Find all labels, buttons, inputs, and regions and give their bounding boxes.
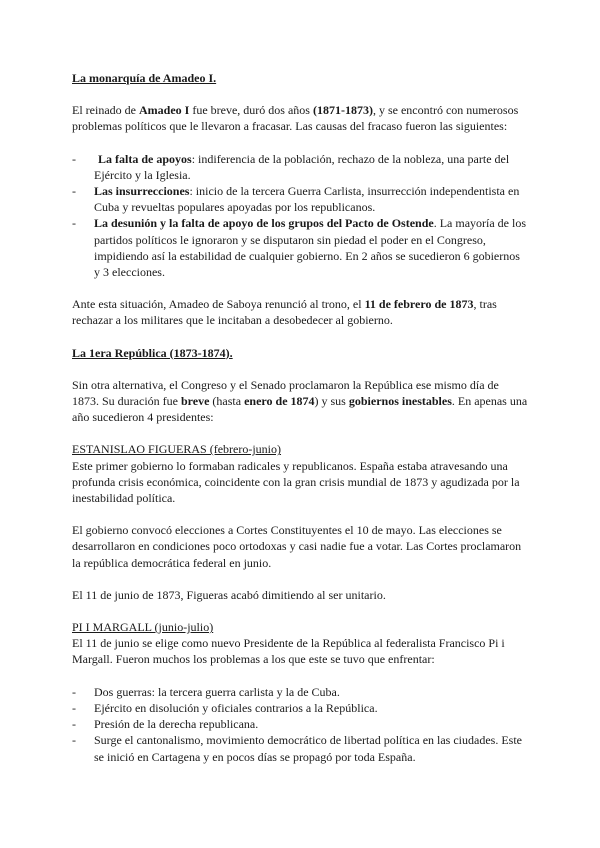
text-run: (hasta (209, 394, 245, 409)
paragraph-figueras-3: El 11 de junio de 1873, Figueras acabó dimitiendo al ser unitario. (72, 587, 386, 602)
text-run: ) y sus (314, 394, 349, 409)
text-run: : inicio de la tercera Guerra Carlista, insurrección independentista en Cuba y revueltas populares apoyadas por los republicanos. (94, 184, 520, 215)
paragraph-republica (72, 377, 528, 426)
bold-run: (1871-1873) (312, 103, 373, 118)
text-run: El reinado de (72, 103, 139, 118)
document-page (72, 70, 528, 765)
paragraph-renuncia (72, 296, 528, 328)
list-item: - Presión de la derecha republicana. (72, 716, 528, 732)
list-item: - Dos guerras: la tercera guerra carlista y la de Cuba. (72, 684, 528, 700)
bold-run: enero de 1874 (244, 394, 315, 409)
text-run: . En apenas una año sucedieron 4 presidentes: (72, 394, 528, 425)
text-run: fue breve, duró dos años (189, 103, 313, 118)
text-run: : indiferencia de la población, rechazo de la nobleza, una parte del Ejército y la Iglesia. (94, 151, 510, 182)
subheading-figueras: ESTANISLAO FIGUERAS (febrero-junio) (72, 442, 282, 457)
text-run: Sin otra alternativa, el Congreso y el Senado proclamaron la República ese mismo día de 1873. Su duración fue (72, 377, 499, 409)
section-title-republica: La 1era República (1873-1874). (72, 345, 233, 360)
list-item (72, 183, 528, 215)
text-run: Ante esta situación, Amadeo de Saboya renunció al trono, el (72, 297, 365, 312)
problems-list (72, 684, 528, 765)
bold-run: breve (180, 394, 210, 409)
paragraph-reinado (72, 102, 528, 134)
paragraph-figueras-1: Este primer gobierno lo formaban radicales y republicanos. España estaba atravesando una profunda crisis económica, coincidente con la gran crisis mundial de 1873 y agudizada por la inestabilidad política. (72, 458, 520, 506)
bold-run: gobiernos inestables (348, 394, 452, 409)
paragraph-margall-1: El 11 de junio se elige como nuevo Presidente de la República al federalista Francisco Pi i Margall. Fueron muchos los problemas a los que este se tuvo que enfrentar: (72, 636, 505, 667)
list-item: - Surge el cantonalismo, movimiento democrático de libertad política en las ciudades. Este se inició en Cartagena y en pocos días se propagó por toda España. (72, 732, 528, 764)
bold-run: La desunión y la falta de apoyo de los grupos del Pacto de Ostende (94, 216, 434, 231)
bold-run: Las insurrecciones (94, 184, 190, 199)
list-item: - Ejército en disolución y oficiales contrarios a la República. (72, 700, 528, 716)
list-item (72, 151, 528, 183)
text-run: , y se encontró con numerosos problemas políticos que le llevaron a fracasar. Las causas del fracaso fueron las siguientes: (72, 103, 519, 134)
text-run: , tras rechazar a los militares que le incitaban a desobedecer al gobierno. (72, 297, 497, 328)
bold-run: Amadeo I (138, 103, 190, 118)
paragraph-figueras-2: El gobierno convocó elecciones a Cortes Constituyentes el 10 de mayo. Las elecciones se desarrollaron en condiciones poco ortodoxas y casi nadie fue a votar. Las Cortes proclamaron la república democrática federal en junio. (72, 523, 522, 570)
section-title-monarquia: La monarquía de Amadeo I. (72, 71, 217, 85)
subheading-margall: PI I MARGALL (junio-julio) (72, 620, 214, 635)
causes-list (72, 151, 528, 281)
bold-run: La falta de apoyos (98, 151, 192, 166)
bold-run: 11 de febrero de 1873 (364, 297, 474, 312)
text-run: . La mayoría de los partidos políticos le ignoraron y se disputaron sin piedad el poder en el Congreso, impidiendo así la estabilidad de cualquier gobierno. En 2 años se sucedieron 6 gobiernos y 3 elecciones. (94, 216, 527, 280)
list-item (72, 215, 528, 280)
